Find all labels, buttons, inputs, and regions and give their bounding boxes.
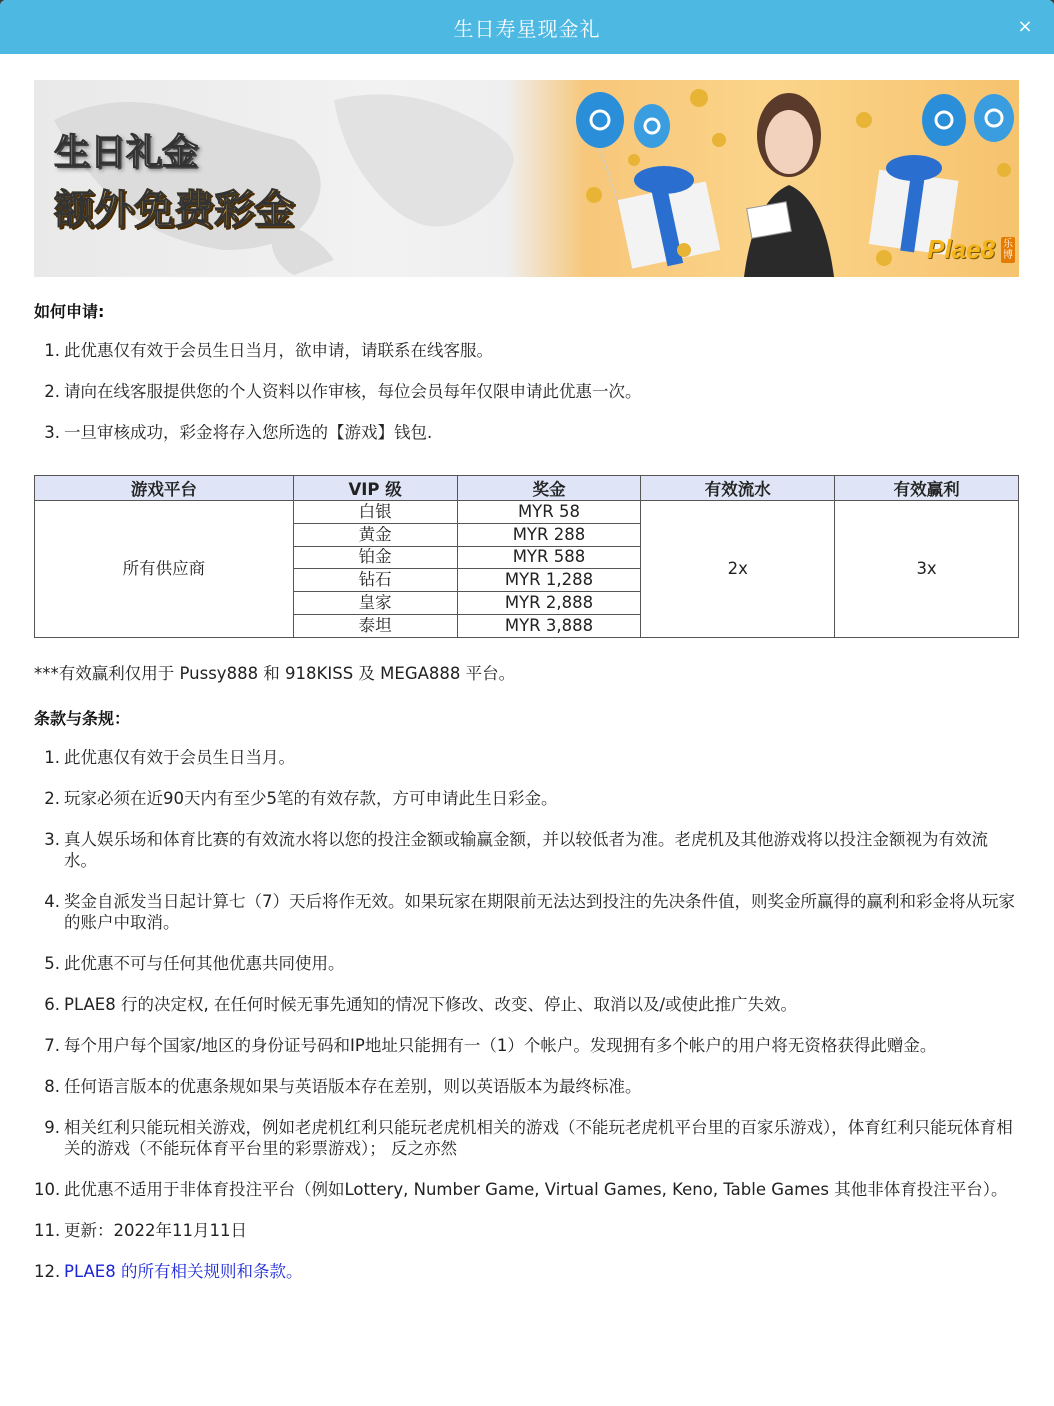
list-item: 6. PLAE8 行的决定权, 在任何时候无事先通知的情况下修改、改变、停止、取消以及/或使此推广失效。 — [44, 994, 798, 1014]
brand-sub-label: 乐博 — [1003, 239, 1013, 261]
list-item: 2. 请向在线客服提供您的个人资料以作审核，每位会员每年仅限申请此优惠一次。 — [44, 382, 642, 401]
list-item: 10. 此优惠不适用于非体育投注平台（例如Lottery, Number Game, Virtual Games, Keno, Table Games 其他非体育投注平台）。 — [34, 1179, 1008, 1199]
table-row — [35, 501, 1019, 524]
modal-header — [0, 0, 1054, 54]
list-item: 3. 一旦审核成功，彩金将存入您所选的【游戏】钱包. — [44, 423, 433, 442]
list-item: 11. 更新：2022年11月11日 — [34, 1220, 247, 1240]
list-item: 3. 真人娱乐场和体育比赛的有效流水将以您的投注金额或输赢金额，并以较低者为准。老虎机及其他游戏将以投注金额视为有效流水。 — [44, 829, 988, 870]
column-header: 有效赢利 — [835, 476, 1019, 501]
model-figure — [744, 93, 834, 277]
column-header: 有效流水 — [641, 476, 835, 501]
list-item: 1. 此优惠仅有效于会员生日当月。 — [44, 747, 295, 767]
column-header: 游戏平台 — [35, 476, 294, 501]
terms-list — [34, 747, 1019, 1282]
bonus-table — [34, 475, 1019, 638]
table-header-row — [35, 476, 1019, 501]
bonus-cell: MYR 588 — [457, 546, 641, 569]
platform-note: ***有效赢利仅用于 Pussy888 和 918KISS 及 MEGA888 平台。 — [34, 663, 516, 683]
terms-heading: 条款与条规： — [34, 708, 131, 728]
apply-heading: 如何申请: — [34, 302, 105, 321]
list-item: 9. 相关红利只能玩相关游戏，例如老虎机红利只能玩老虎机相关的游戏（不能玩老虎机平台里的百家乐游戏），体育红利只能玩体育相关的游戏（不能玩体育平台里的彩票游戏）； 反之亦然 — [44, 1117, 1013, 1158]
bonus-cell: MYR 3,888 — [457, 614, 641, 637]
winnings-cell: 3x — [835, 501, 1019, 638]
balloon-icon — [634, 104, 670, 148]
platform-cell: 所有供应商 — [35, 501, 294, 638]
list-item: 5. 此优惠不可与任何其他优惠共同使用。 — [44, 953, 345, 973]
vip-cell: 铂金 — [293, 546, 457, 569]
vip-cell: 黄金 — [293, 523, 457, 546]
close-button[interactable]: × — [1017, 16, 1033, 37]
apply-list — [34, 340, 1019, 443]
balloon-icon — [922, 94, 966, 146]
list-item: 1. 此优惠仅有效于会员生日当月，欲申请，请联系在线客服。 — [44, 341, 493, 360]
balloon-icon — [974, 94, 1014, 142]
vip-cell: 白银 — [293, 501, 457, 524]
vip-cell: 皇家 — [293, 592, 457, 615]
banner-headline: 生日礼金 — [54, 132, 199, 173]
terms-link-item[interactable]: 12. PLAE8 的所有相关规则和条款。 — [34, 1261, 303, 1281]
gift-box-icon — [618, 166, 721, 269]
bonus-cell: MYR 288 — [457, 523, 641, 546]
bonus-cell: MYR 58 — [457, 501, 641, 524]
list-item: 8. 任何语言版本的优惠条规如果与英语版本存在差别，则以英语版本为最终标准。 — [44, 1076, 642, 1096]
bonus-cell: MYR 1,288 — [457, 569, 641, 592]
bonus-cell: MYR 2,888 — [457, 592, 641, 615]
modal-title: 生日寿星现金礼 — [453, 16, 601, 41]
promo-banner — [34, 80, 1019, 277]
column-header: 奖金 — [457, 476, 641, 501]
modal-content — [0, 54, 1054, 1282]
turnover-cell: 2x — [641, 501, 835, 638]
column-header: VIP 级 — [293, 476, 457, 501]
banner-subheadline: 额外免费彩金 — [54, 178, 294, 235]
vip-cell: 泰坦 — [293, 614, 457, 637]
list-item: 2. 玩家必须在近90天内有至少5笔的有效存款，方可申请此生日彩金。 — [44, 788, 558, 808]
list-item: 4. 奖金自派发当日起计算七（7）天后将作无效。如果玩家在期限前无法达到投注的先决条件值，则奖金所赢得的赢利和彩金将从玩家的账户中取消。 — [44, 891, 1015, 932]
balloon-icon — [576, 92, 624, 220]
vip-cell: 钻石 — [293, 569, 457, 592]
brand-logo: Plae8 — [927, 234, 995, 264]
list-item: 7. 每个用户每个国家/地区的身份证号码和IP地址只能拥有一（1）个帐户。发现拥有多个帐户的用户将无资格获得此赠金。 — [44, 1035, 937, 1055]
